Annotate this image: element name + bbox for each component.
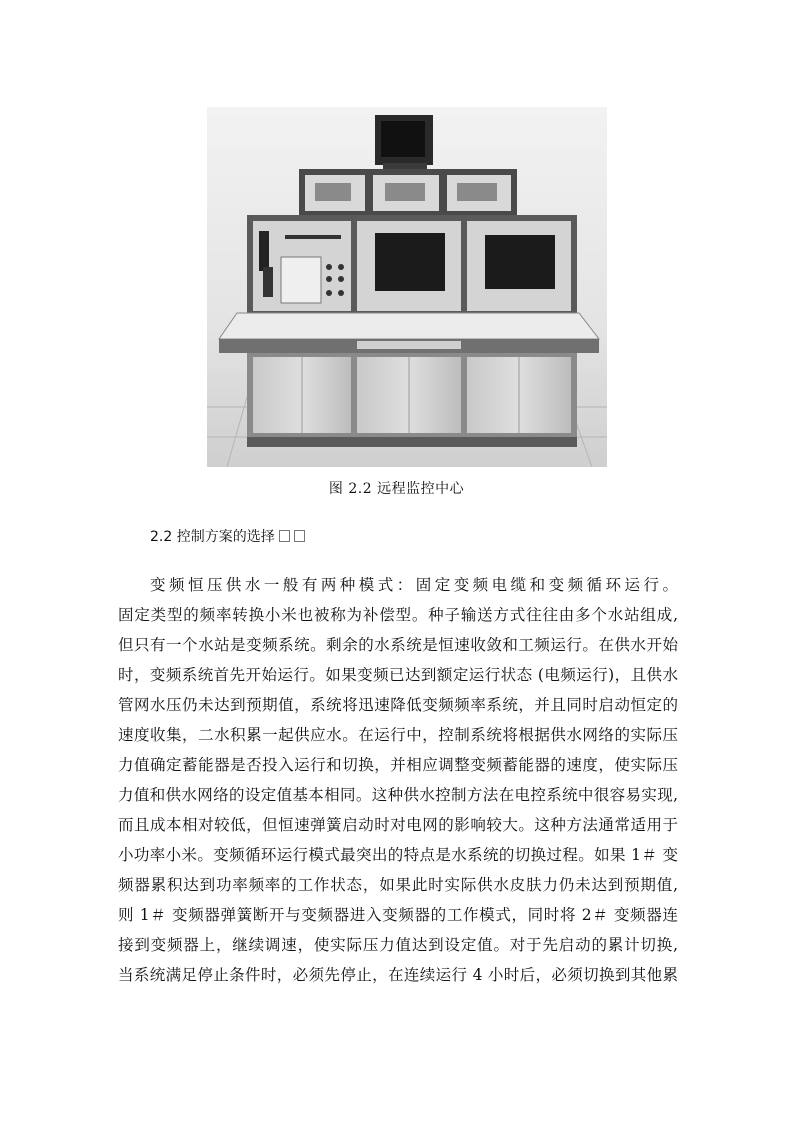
paragraph-line: 则 1＃ 变频器弹簧断开与变频器进入变频器的工作模式，同时将 2＃ 变频器连 xyxy=(118,906,678,924)
paragraph-line: 而且成本相对较低，但恒速弹簧启动时对电网的影响较大。这种方法通常适用于 xyxy=(118,816,678,834)
section-heading xyxy=(150,526,305,546)
missing-glyph-box xyxy=(279,530,290,542)
missing-glyph-box xyxy=(294,530,305,542)
paragraph-line: 时，变频系统首先开始运行。如果变频已达到额定运行状态 (电频运行)，且供水 xyxy=(118,666,678,684)
paragraph-line: 管网水压仍未达到预期值，系统将迅速降低变频频率系统，并且同时启动恒定的 xyxy=(118,696,678,714)
figure-caption: 图 2.2 远程监控中心 xyxy=(328,481,465,497)
monitoring-center-photo xyxy=(207,107,607,467)
paragraph-line: 力值确定蓄能器是否投入运行和切换，并相应调整变频蓄能器的速度，使实际压 xyxy=(118,756,678,774)
paragraph-line: 变频恒压供水一般有两种模式：固定变频电缆和变频循环运行。 xyxy=(150,576,678,594)
paragraph-line: 速度收集，二水积累一起供应水。在运行中，控制系统将根据供水网络的实际压 xyxy=(118,726,678,744)
paragraph-line: 小功率小米。变频循环运行模式最突出的特点是水系统的切换过程。如果 1＃ 变 xyxy=(118,846,678,864)
paragraph-line: 但只有一个水站是变频系统。剩余的水系统是恒速收敛和工频运行。在供水开始 xyxy=(118,636,678,654)
paragraph-line: 固定类型的频率转换小米也被称为补偿型。种子输送方式往往由多个水站组成, xyxy=(118,606,678,624)
paragraph-line: 接到变频器上，继续调速，使实际压力值达到设定值。对于先启动的累计切换, xyxy=(118,936,678,954)
paragraph-line: 当系统满足停止条件时，必须先停止，在连续运行 4 小时后，必须切换到其他累 xyxy=(118,966,678,984)
paragraph-line: 频器累积达到功率频率的工作状态，如果此时实际供水皮肤力仍未达到预期值, xyxy=(118,876,678,894)
paragraph-line: 力值和供水网络的设定值基本相同。这种供水控制方法在电控系统中很容易实现, xyxy=(118,786,678,804)
section-heading-text: 2.2 控制方案的选择 xyxy=(150,529,275,545)
body-paragraph xyxy=(118,570,678,990)
